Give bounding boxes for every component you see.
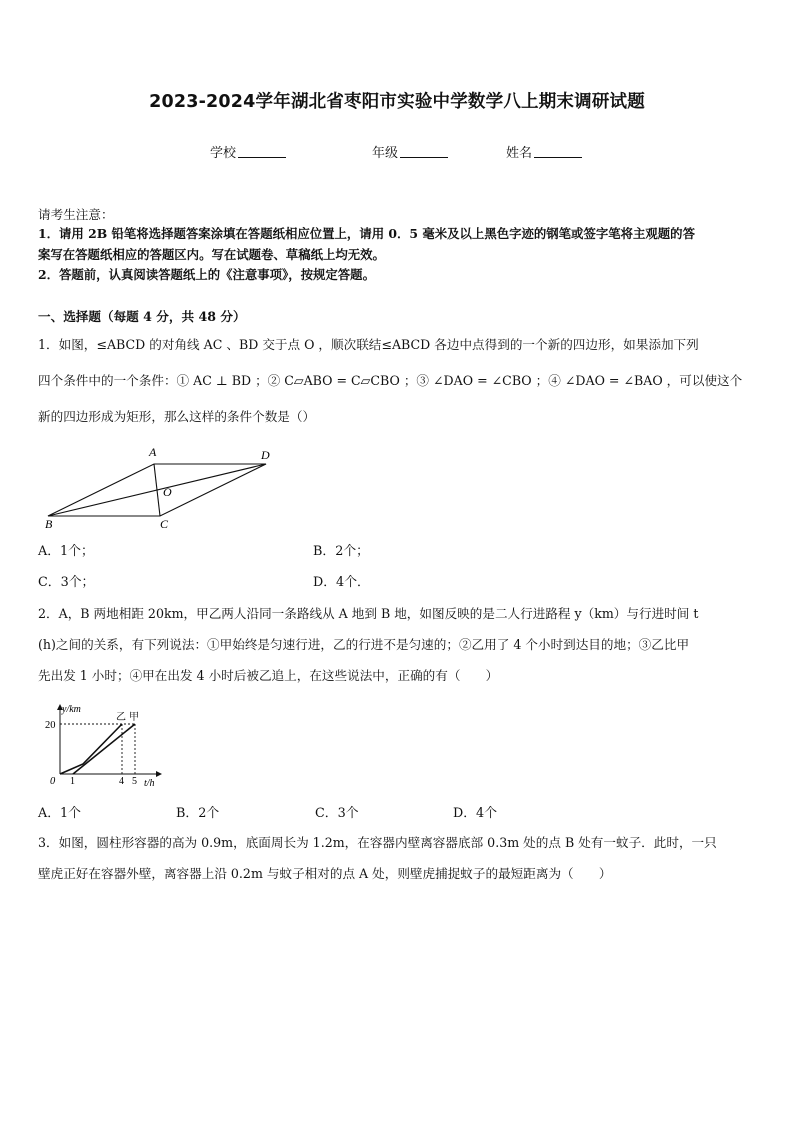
label-c: C [160, 517, 169, 530]
q2-option-d[interactable]: D．4个 [453, 806, 497, 821]
grade-field [372, 142, 448, 161]
x-axis-label: t/h [144, 778, 155, 789]
school-label: 学校 [210, 146, 237, 161]
notice-line-1: 1．请用 2B 铅笔将选择题答案涂填在答题纸相应位置上，请用 0．5 毫米及以上黑色字迹的钢笔或签字笔将主观题的答 [38, 226, 695, 241]
label-a: A [149, 445, 157, 459]
origin-label: 0 [50, 776, 56, 787]
distance-time-graph [38, 700, 168, 796]
series-yi-line [60, 724, 122, 774]
label-o: O [163, 485, 172, 499]
q1-line-1: 1．如图，≤ABCD 的对角线 AC 、BD 交于点 O ，顺次联结≤ABCD 各边中点得到的一个新的四边形，如果添加下列 [38, 337, 699, 352]
x-axis-arrow [156, 771, 162, 777]
q2-option-a[interactable]: A．1个 [38, 806, 81, 821]
x-tick-1: 1 [70, 776, 75, 787]
q2-option-c[interactable]: C．3个 [315, 806, 359, 821]
y-tick-20: 20 [45, 720, 56, 731]
label-d: D [261, 448, 270, 462]
q1-line-3: 新的四边形成为矩形，那么这样的条件个数是（） [38, 409, 316, 424]
school-field [210, 142, 286, 161]
q1-option-b[interactable]: B．2个； [313, 544, 369, 559]
series-jia-label: 甲 [129, 712, 139, 723]
x-tick-4: 4 [119, 776, 124, 787]
x-tick-5: 5 [132, 776, 137, 787]
name-label: 姓名 [506, 146, 533, 161]
q1-option-c[interactable]: C．3个； [38, 575, 95, 590]
grade-label: 年级 [372, 146, 399, 161]
q3-line-2: 壁虎正好在容器外壁，离容器上沿 0.2m 与蚊子相对的点 A 处，则壁虎捕捉蚊子的最短距离为（ ） [38, 866, 612, 881]
label-b: B [45, 517, 53, 530]
q3-line-1: 3．如图，圆柱形容器的高为 0.9m，底面周长为 1.2m，在容器内壁离容器底部 0.3m 处的点 B 处有一蚊子．此时，一只 [38, 835, 717, 850]
q2-line-3: 先出发 1 小时；④甲在出发 4 小时后被乙追上，在这些说法中，正确的有（ ） [38, 668, 499, 683]
page-title: 2023-2024学年湖北省枣阳市实验中学数学八上期末调研试题 [149, 92, 645, 112]
parallelogram-figure [38, 440, 288, 530]
q2-line-2: (h)之间的关系，有下列说法：①甲始终是匀速行进，乙的行进不是匀速的；②乙用了 4 个小时到达目的地；③乙比甲 [38, 637, 690, 652]
section-heading: 一、选择题（每题 4 分，共 48 分） [38, 309, 246, 324]
school-blank [238, 145, 286, 158]
q1-line-2: 四个条件中的一个条件：① AC ⊥ BD ；② C▱ABO = C▱CBO ；③ ∠DAO = ∠CBO ；④ ∠DAO = ∠BAO ，可以使这个 [38, 373, 743, 388]
q1-option-d[interactable]: D．4个． [313, 575, 370, 590]
y-axis-label: y/km [62, 704, 81, 715]
q2-option-b[interactable]: B．2个 [176, 806, 220, 821]
q1-option-a[interactable]: A．1个； [38, 544, 94, 559]
series-yi-label: 乙 [116, 712, 126, 723]
notice-heading: 请考生注意： [38, 207, 114, 222]
name-blank [534, 145, 582, 158]
name-field [506, 142, 582, 161]
notice-line-2: 案写在答题纸相应的答题区内。写在试题卷、草稿纸上均无效。 [38, 247, 385, 262]
grade-blank [400, 145, 448, 158]
series-jia-line [73, 724, 135, 774]
notice-line-3: 2．答题前，认真阅读答题纸上的《注意事项》，按规定答题。 [38, 267, 375, 282]
q2-line-1: 2．A，B 两地相距 20km，甲乙两人沿同一条路线从 A 地到 B 地，如图反映的是二人行进路程 y（km）与行进时间 t [38, 606, 699, 621]
